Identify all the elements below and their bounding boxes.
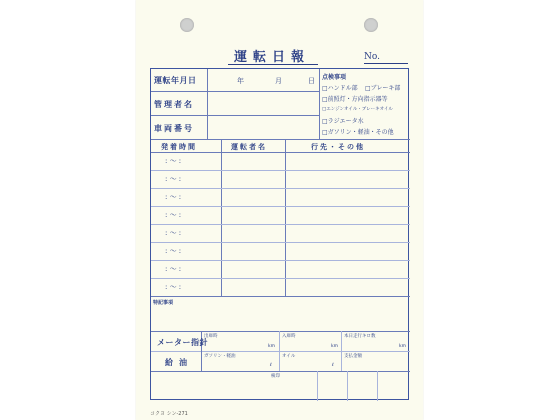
inspection-item-lights[interactable]: □前照灯・方向指示器等 (322, 96, 388, 103)
col-driver-name: 運転者名 (231, 143, 267, 151)
fuel-oil-unit: ℓ (332, 363, 334, 368)
row-8-time[interactable]: : 〜 : (165, 283, 182, 291)
number-field-line[interactable] (364, 63, 408, 64)
row-5-time[interactable]: : 〜 : (165, 229, 182, 237)
report-form (150, 68, 409, 400)
meter-distance-label: 本日走行キロ数 (344, 334, 376, 339)
row-4-time[interactable]: : 〜 : (165, 211, 182, 219)
number-label: No. (364, 52, 380, 62)
inspection-title: 点検事項 (322, 74, 347, 81)
meter-departure-label: 出庫時 (204, 334, 218, 339)
inspection-item-radiator[interactable]: □ラジエータ水 (322, 118, 364, 125)
fuel-oil-label: オイル (282, 354, 296, 359)
meter-entry-unit: km (331, 344, 338, 349)
page-title: 運転日報 (234, 50, 311, 65)
binder-hole-right (364, 18, 378, 32)
remarks-label: 特記事項 (153, 300, 174, 306)
inspection-stamp-label: 検印 (271, 374, 280, 379)
meter-distance-unit: km (399, 344, 406, 349)
fuel-gasoline-unit: ℓ (270, 363, 272, 368)
form-code: コクヨ シン-271 (150, 411, 188, 417)
vehicle-label: 車両番号 (154, 124, 194, 133)
fuel-gasoline-label: ガソリン・軽油 (204, 354, 236, 359)
col-departure-time: 発着時間 (161, 143, 197, 151)
fuel-label: 給油 (165, 358, 193, 367)
year-label: 年 (237, 77, 244, 85)
row-3-time[interactable]: : 〜 : (165, 193, 182, 201)
month-label: 月 (275, 77, 282, 85)
inspection-item-steering[interactable]: □ハンドル部 (322, 85, 358, 92)
row-7-time[interactable]: : 〜 : (165, 265, 182, 273)
inspection-item-brake[interactable]: □ブレーキ部 (365, 85, 401, 92)
inspection-item-fuel[interactable]: □ガソリン・軽油・その他 (322, 129, 394, 136)
title-underline (228, 64, 318, 65)
row-2-time[interactable]: : 〜 : (165, 175, 182, 183)
meter-label: メーター指針 (157, 338, 208, 347)
row-1-time[interactable]: : 〜 : (165, 157, 182, 165)
fuel-payment-label: 支払金額 (344, 354, 362, 359)
report-sheet (136, 0, 423, 420)
meter-departure-unit: km (268, 344, 275, 349)
binder-hole-left (180, 18, 194, 32)
row-6-time[interactable]: : 〜 : (165, 247, 182, 255)
inspection-item-oil[interactable]: □エンジンオイル・ブレーキオイル (322, 107, 393, 112)
col-destination: 行先・その他 (311, 143, 365, 151)
day-label: 日 (308, 77, 315, 85)
manager-label: 管理者名 (154, 100, 194, 109)
meter-entry-label: 入庫時 (282, 334, 296, 339)
date-label: 運転年月日 (154, 76, 197, 85)
